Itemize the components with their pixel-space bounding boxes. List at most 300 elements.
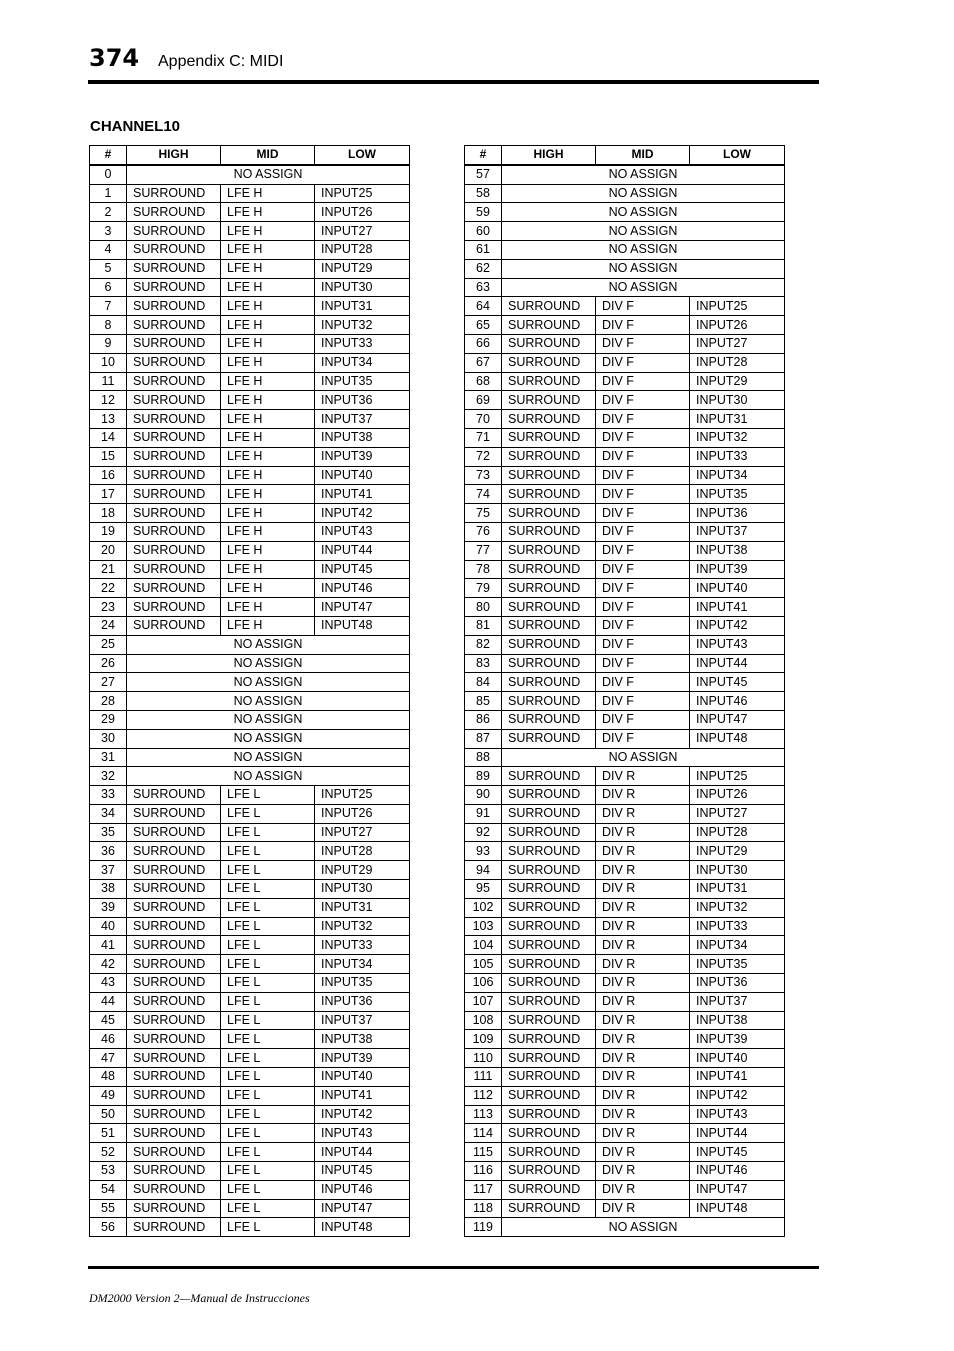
low-cell: INPUT43	[315, 522, 410, 541]
table-row	[465, 410, 785, 429]
mid-cell: DIV R	[596, 1011, 690, 1030]
low-cell: INPUT39	[690, 1030, 785, 1049]
low-cell: INPUT45	[690, 673, 785, 692]
mid-cell: DIV F	[596, 579, 690, 598]
row-number: 20	[90, 541, 127, 560]
high-cell: SURROUND	[127, 278, 221, 297]
low-cell: INPUT45	[315, 560, 410, 579]
mid-cell: LFE H	[221, 447, 315, 466]
low-cell: INPUT35	[315, 372, 410, 391]
table-row	[465, 222, 785, 241]
row-number: 86	[465, 710, 502, 729]
low-cell: INPUT34	[690, 466, 785, 485]
high-cell: SURROUND	[502, 1143, 596, 1162]
column-header-number: #	[465, 146, 502, 165]
table-row	[90, 616, 410, 635]
low-cell: INPUT28	[690, 823, 785, 842]
table-row	[90, 297, 410, 316]
high-cell: SURROUND	[127, 1030, 221, 1049]
low-cell: INPUT42	[315, 504, 410, 523]
row-number: 60	[465, 222, 502, 241]
row-number: 104	[465, 936, 502, 955]
low-cell: INPUT30	[690, 391, 785, 410]
no-assign-cell: NO ASSIGN	[502, 259, 785, 278]
high-cell: SURROUND	[127, 504, 221, 523]
high-cell: SURROUND	[127, 861, 221, 880]
low-cell: INPUT38	[315, 1030, 410, 1049]
row-number: 4	[90, 240, 127, 259]
column-header-low: LOW	[315, 146, 410, 165]
low-cell: INPUT27	[690, 334, 785, 353]
mid-cell: DIV R	[596, 1143, 690, 1162]
table-row	[90, 184, 410, 203]
high-cell: SURROUND	[502, 522, 596, 541]
table-row	[90, 372, 410, 391]
row-number: 14	[90, 428, 127, 447]
mid-cell: DIV R	[596, 1086, 690, 1105]
mid-cell: LFE H	[221, 410, 315, 429]
table-row	[465, 804, 785, 823]
table-row	[465, 1199, 785, 1218]
row-number: 48	[90, 1068, 127, 1087]
table-row	[90, 1086, 410, 1105]
mid-cell: LFE L	[221, 861, 315, 880]
high-cell: SURROUND	[502, 616, 596, 635]
low-cell: INPUT42	[315, 1105, 410, 1124]
high-cell: SURROUND	[502, 673, 596, 692]
row-number: 37	[90, 861, 127, 880]
mid-cell: DIV F	[596, 334, 690, 353]
table-row	[90, 316, 410, 335]
table-row	[90, 353, 410, 372]
table-row	[465, 1049, 785, 1068]
high-cell: SURROUND	[127, 804, 221, 823]
mid-cell: LFE L	[221, 1105, 315, 1124]
row-number: 41	[90, 936, 127, 955]
high-cell: SURROUND	[127, 541, 221, 560]
table-row	[90, 222, 410, 241]
row-number: 90	[465, 786, 502, 805]
low-cell: INPUT29	[690, 372, 785, 391]
low-cell: INPUT27	[315, 823, 410, 842]
high-cell: SURROUND	[127, 1011, 221, 1030]
table-row	[465, 748, 785, 767]
row-number: 58	[465, 184, 502, 203]
low-cell: INPUT31	[690, 410, 785, 429]
table-header-row	[465, 146, 785, 165]
high-cell: SURROUND	[127, 1199, 221, 1218]
table-body-left	[90, 165, 410, 1237]
mid-cell: DIV R	[596, 1105, 690, 1124]
table-row	[90, 936, 410, 955]
high-cell: SURROUND	[502, 1199, 596, 1218]
table-row	[90, 1180, 410, 1199]
low-cell: INPUT26	[690, 316, 785, 335]
high-cell: SURROUND	[127, 1068, 221, 1087]
row-number: 119	[465, 1218, 502, 1237]
row-number: 42	[90, 955, 127, 974]
high-cell: SURROUND	[502, 391, 596, 410]
table-row	[465, 917, 785, 936]
high-cell: SURROUND	[127, 447, 221, 466]
mid-cell: DIV F	[596, 466, 690, 485]
low-cell: INPUT36	[690, 504, 785, 523]
high-cell: SURROUND	[502, 541, 596, 560]
low-cell: INPUT48	[690, 1199, 785, 1218]
table-row	[465, 1030, 785, 1049]
row-number: 65	[465, 316, 502, 335]
no-assign-cell: NO ASSIGN	[502, 278, 785, 297]
table-row	[465, 165, 785, 184]
column-header-mid: MID	[221, 146, 315, 165]
no-assign-cell: NO ASSIGN	[127, 654, 410, 673]
low-cell: INPUT42	[690, 616, 785, 635]
low-cell: INPUT44	[315, 1143, 410, 1162]
no-assign-cell: NO ASSIGN	[127, 165, 410, 184]
row-number: 44	[90, 992, 127, 1011]
row-number: 84	[465, 673, 502, 692]
mid-cell: DIV F	[596, 692, 690, 711]
high-cell: SURROUND	[127, 184, 221, 203]
low-cell: INPUT40	[315, 1068, 410, 1087]
row-number: 46	[90, 1030, 127, 1049]
mid-cell: DIV F	[596, 635, 690, 654]
row-number: 5	[90, 259, 127, 278]
row-number: 15	[90, 447, 127, 466]
table-row	[90, 447, 410, 466]
row-number: 24	[90, 616, 127, 635]
mid-cell: DIV F	[596, 447, 690, 466]
mid-cell: LFE H	[221, 372, 315, 391]
mid-cell: LFE H	[221, 579, 315, 598]
high-cell: SURROUND	[502, 786, 596, 805]
row-number: 47	[90, 1049, 127, 1068]
low-cell: INPUT40	[690, 579, 785, 598]
row-number: 92	[465, 823, 502, 842]
table-row	[465, 1218, 785, 1237]
row-number: 51	[90, 1124, 127, 1143]
table-row	[90, 466, 410, 485]
row-number: 107	[465, 992, 502, 1011]
high-cell: SURROUND	[127, 240, 221, 259]
low-cell: INPUT48	[690, 729, 785, 748]
mid-cell: DIV R	[596, 767, 690, 786]
no-assign-cell: NO ASSIGN	[502, 165, 785, 184]
mid-cell: LFE L	[221, 1049, 315, 1068]
low-cell: INPUT34	[315, 955, 410, 974]
no-assign-cell: NO ASSIGN	[502, 748, 785, 767]
no-assign-cell: NO ASSIGN	[127, 692, 410, 711]
table-row	[90, 278, 410, 297]
high-cell: SURROUND	[127, 579, 221, 598]
low-cell: INPUT46	[315, 1180, 410, 1199]
mid-cell: LFE H	[221, 522, 315, 541]
mid-cell: DIV F	[596, 654, 690, 673]
mid-cell: LFE L	[221, 1068, 315, 1087]
low-cell: INPUT47	[690, 1180, 785, 1199]
high-cell: SURROUND	[127, 1105, 221, 1124]
page-title: Appendix C: MIDI	[158, 53, 284, 70]
mid-cell: DIV F	[596, 710, 690, 729]
table-row	[465, 1011, 785, 1030]
low-cell: INPUT41	[690, 598, 785, 617]
low-cell: INPUT48	[315, 1218, 410, 1237]
mid-cell: LFE H	[221, 428, 315, 447]
row-number: 70	[465, 410, 502, 429]
table-row	[90, 598, 410, 617]
row-number: 103	[465, 917, 502, 936]
row-number: 56	[90, 1218, 127, 1237]
high-cell: SURROUND	[502, 372, 596, 391]
high-cell: SURROUND	[502, 1049, 596, 1068]
mid-cell: LFE L	[221, 1011, 315, 1030]
row-number: 85	[465, 692, 502, 711]
table-row	[465, 579, 785, 598]
table-row	[465, 936, 785, 955]
table-header-row	[90, 146, 410, 165]
high-cell: SURROUND	[127, 522, 221, 541]
mid-cell: LFE L	[221, 842, 315, 861]
low-cell: INPUT35	[315, 974, 410, 993]
table-row	[90, 692, 410, 711]
high-cell: SURROUND	[502, 410, 596, 429]
low-cell: INPUT30	[315, 278, 410, 297]
mid-cell: LFE H	[221, 297, 315, 316]
row-number: 78	[465, 560, 502, 579]
mid-cell: DIV R	[596, 823, 690, 842]
low-cell: INPUT28	[315, 842, 410, 861]
table-row	[465, 334, 785, 353]
table-row	[90, 917, 410, 936]
mid-cell: DIV F	[596, 560, 690, 579]
row-number: 73	[465, 466, 502, 485]
table-row	[465, 898, 785, 917]
row-number: 118	[465, 1199, 502, 1218]
low-cell: INPUT47	[690, 710, 785, 729]
mid-cell: LFE L	[221, 880, 315, 899]
low-cell: INPUT26	[315, 203, 410, 222]
table-row	[465, 184, 785, 203]
table-row	[465, 447, 785, 466]
table-row	[465, 466, 785, 485]
mid-cell: LFE L	[221, 1180, 315, 1199]
low-cell: INPUT41	[315, 1086, 410, 1105]
table-row	[465, 823, 785, 842]
low-cell: INPUT31	[690, 880, 785, 899]
table-row	[465, 786, 785, 805]
page-number: 374	[89, 44, 140, 72]
row-number: 52	[90, 1143, 127, 1162]
table-row	[465, 391, 785, 410]
table-row	[465, 729, 785, 748]
table-row	[465, 955, 785, 974]
midi-table-right	[464, 145, 785, 1237]
mid-cell: LFE H	[221, 485, 315, 504]
table-row	[90, 654, 410, 673]
row-number: 106	[465, 974, 502, 993]
table-row	[465, 316, 785, 335]
table-row	[465, 1162, 785, 1181]
mid-cell: DIV F	[596, 485, 690, 504]
row-number: 102	[465, 898, 502, 917]
row-number: 26	[90, 654, 127, 673]
row-number: 89	[465, 767, 502, 786]
table-row	[90, 673, 410, 692]
row-number: 27	[90, 673, 127, 692]
mid-cell: LFE H	[221, 598, 315, 617]
high-cell: SURROUND	[502, 316, 596, 335]
high-cell: SURROUND	[127, 955, 221, 974]
row-number: 2	[90, 203, 127, 222]
low-cell: INPUT47	[315, 1199, 410, 1218]
row-number: 7	[90, 297, 127, 316]
low-cell: INPUT48	[315, 616, 410, 635]
mid-cell: DIV R	[596, 917, 690, 936]
row-number: 81	[465, 616, 502, 635]
high-cell: SURROUND	[502, 466, 596, 485]
table-row	[90, 1124, 410, 1143]
low-cell: INPUT28	[690, 353, 785, 372]
high-cell: SURROUND	[127, 1218, 221, 1237]
mid-cell: DIV F	[596, 522, 690, 541]
high-cell: SURROUND	[502, 823, 596, 842]
section-title: CHANNEL10	[90, 118, 181, 135]
low-cell: INPUT43	[315, 1124, 410, 1143]
mid-cell: LFE L	[221, 974, 315, 993]
table-row	[465, 654, 785, 673]
low-cell: INPUT26	[315, 804, 410, 823]
low-cell: INPUT45	[690, 1143, 785, 1162]
row-number: 114	[465, 1124, 502, 1143]
table-row	[90, 1143, 410, 1162]
table-row	[465, 1124, 785, 1143]
table-row	[90, 823, 410, 842]
table-row	[90, 504, 410, 523]
mid-cell: DIV F	[596, 673, 690, 692]
high-cell: SURROUND	[502, 992, 596, 1011]
row-number: 117	[465, 1180, 502, 1199]
high-cell: SURROUND	[502, 635, 596, 654]
table-row	[90, 992, 410, 1011]
table-row	[465, 203, 785, 222]
high-cell: SURROUND	[502, 955, 596, 974]
high-cell: SURROUND	[502, 692, 596, 711]
row-number: 28	[90, 692, 127, 711]
low-cell: INPUT28	[315, 240, 410, 259]
mid-cell: DIV F	[596, 391, 690, 410]
header-rule	[88, 80, 819, 84]
row-number: 57	[465, 165, 502, 184]
row-number: 39	[90, 898, 127, 917]
mid-cell: LFE H	[221, 466, 315, 485]
high-cell: SURROUND	[127, 466, 221, 485]
high-cell: SURROUND	[127, 334, 221, 353]
high-cell: SURROUND	[502, 654, 596, 673]
row-number: 66	[465, 334, 502, 353]
high-cell: SURROUND	[127, 259, 221, 278]
mid-cell: LFE H	[221, 240, 315, 259]
mid-cell: DIV F	[596, 598, 690, 617]
row-number: 17	[90, 485, 127, 504]
mid-cell: LFE L	[221, 955, 315, 974]
table-row	[465, 522, 785, 541]
mid-cell: DIV R	[596, 786, 690, 805]
mid-cell: LFE L	[221, 1143, 315, 1162]
low-cell: INPUT44	[690, 1124, 785, 1143]
high-cell: SURROUND	[502, 880, 596, 899]
table-row	[90, 560, 410, 579]
table-row	[465, 560, 785, 579]
high-cell: SURROUND	[502, 804, 596, 823]
row-number: 29	[90, 710, 127, 729]
mid-cell: LFE H	[221, 316, 315, 335]
high-cell: SURROUND	[127, 410, 221, 429]
high-cell: SURROUND	[502, 861, 596, 880]
low-cell: INPUT32	[690, 428, 785, 447]
mid-cell: LFE L	[221, 804, 315, 823]
table-row	[90, 1030, 410, 1049]
low-cell: INPUT40	[690, 1049, 785, 1068]
table-row	[465, 297, 785, 316]
low-cell: INPUT39	[315, 447, 410, 466]
table-row	[90, 165, 410, 184]
row-number: 9	[90, 334, 127, 353]
low-cell: INPUT30	[315, 880, 410, 899]
table-row	[465, 861, 785, 880]
high-cell: SURROUND	[502, 485, 596, 504]
row-number: 115	[465, 1143, 502, 1162]
table-row	[465, 541, 785, 560]
mid-cell: DIV R	[596, 992, 690, 1011]
high-cell: SURROUND	[502, 297, 596, 316]
low-cell: INPUT31	[315, 898, 410, 917]
high-cell: SURROUND	[502, 1068, 596, 1087]
mid-cell: LFE L	[221, 1162, 315, 1181]
row-number: 19	[90, 522, 127, 541]
row-number: 95	[465, 880, 502, 899]
row-number: 45	[90, 1011, 127, 1030]
midi-table-left	[89, 145, 410, 1237]
table-row	[90, 748, 410, 767]
row-number: 23	[90, 598, 127, 617]
row-number: 8	[90, 316, 127, 335]
high-cell: SURROUND	[502, 598, 596, 617]
table-row	[90, 1199, 410, 1218]
high-cell: SURROUND	[127, 974, 221, 993]
row-number: 18	[90, 504, 127, 523]
mid-cell: LFE L	[221, 898, 315, 917]
table-row	[465, 616, 785, 635]
mid-cell: LFE L	[221, 936, 315, 955]
row-number: 116	[465, 1162, 502, 1181]
low-cell: INPUT25	[315, 786, 410, 805]
table-row	[90, 391, 410, 410]
high-cell: SURROUND	[127, 222, 221, 241]
row-number: 22	[90, 579, 127, 598]
table-row	[90, 541, 410, 560]
row-number: 80	[465, 598, 502, 617]
row-number: 6	[90, 278, 127, 297]
high-cell: SURROUND	[127, 372, 221, 391]
row-number: 25	[90, 635, 127, 654]
table-row	[465, 673, 785, 692]
row-number: 83	[465, 654, 502, 673]
high-cell: SURROUND	[502, 334, 596, 353]
high-cell: SURROUND	[502, 842, 596, 861]
mid-cell: LFE H	[221, 504, 315, 523]
low-cell: INPUT25	[690, 297, 785, 316]
mid-cell: DIV F	[596, 428, 690, 447]
